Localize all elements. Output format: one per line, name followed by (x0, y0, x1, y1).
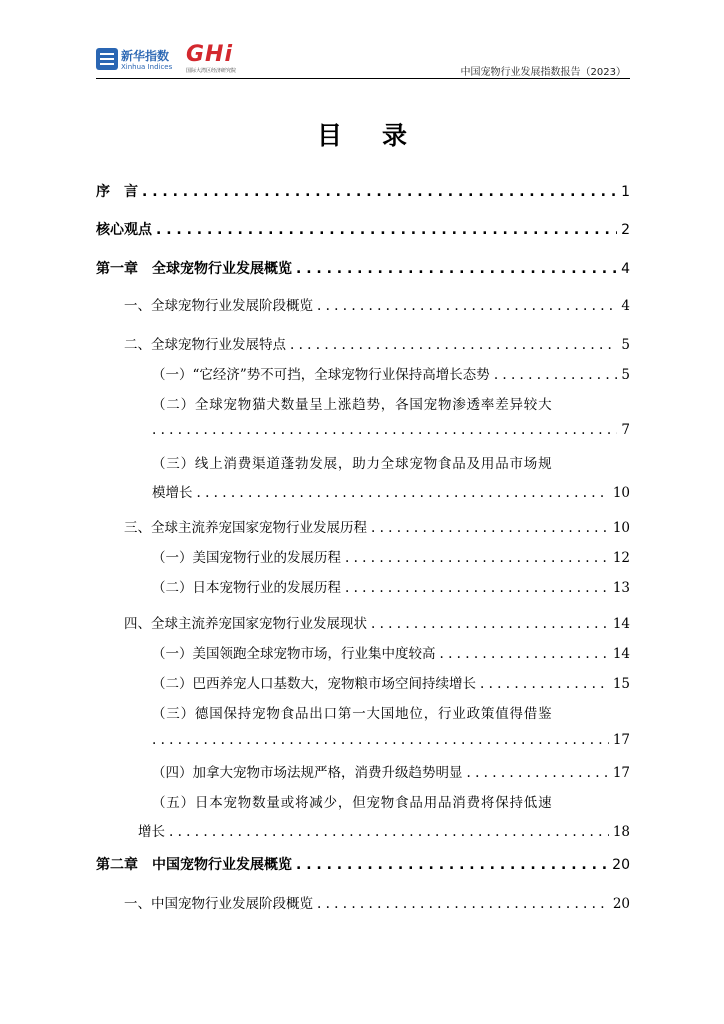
toc-page-number: 10 (612, 520, 630, 536)
toc-entry-text: 四、全球主流养宠国家宠物行业发展现状 (124, 616, 367, 632)
toc-entry-2-1[interactable] (124, 892, 630, 914)
toc-entry-1-4-4[interactable] (152, 761, 630, 783)
toc-leader-dots (440, 646, 609, 662)
toc-entry-1-4-5-line1[interactable]: （五）日本宠物数量或将减少，但宠物食品用品消费将保持低速 (152, 795, 553, 811)
toc-page-number: 7 (621, 422, 630, 438)
toc-entry-1-4-3[interactable] (152, 732, 630, 754)
toc-entry-1-2-2[interactable] (152, 422, 630, 444)
toc-page-number: 20 (612, 896, 630, 912)
toc-leader-dots (197, 485, 609, 501)
toc-entry-1-2-3-line1[interactable]: （三）线上消费渠道蓬勃发展，助力全球宠物食品及用品市场规 (152, 456, 553, 472)
toc-entry-text: （二）巴西养宠人口基数大，宠物粮市场空间持续增长 (152, 676, 476, 692)
toc-entry-text: （二）日本宠物行业的发展历程 (152, 580, 341, 596)
toc-page-number: 18 (612, 824, 630, 840)
toc-page-number: 10 (612, 485, 630, 501)
toc-entry-chapter-1[interactable] (96, 258, 630, 280)
toc-leader-dots (156, 222, 617, 238)
toc-page-number: 14 (612, 616, 630, 632)
toc-leader-dots (345, 550, 609, 566)
toc-leader-dots (371, 520, 609, 536)
toc-entry-chapter-2[interactable] (96, 854, 630, 876)
toc-leader-dots (142, 184, 617, 200)
toc-entry-1-3-1[interactable] (152, 546, 630, 568)
toc-page-number: 15 (612, 676, 630, 692)
toc-entry-1-4-3-line1[interactable]: （三）德国保持宠物食品出口第一大国地位，行业政策值得借鉴 (152, 706, 553, 722)
toc-entry-1-4[interactable] (124, 612, 630, 634)
report-title: 中国宠物行业发展指数报告（2023） (460, 67, 626, 78)
toc-leader-dots (494, 367, 618, 383)
toc-entry-text: 模增长 (152, 485, 193, 501)
toc-entry-1-4-2[interactable] (152, 672, 630, 694)
toc-entry-text: 三、全球主流养宠国家宠物行业发展历程 (124, 520, 367, 536)
toc-leader-dots (152, 732, 609, 748)
toc-page-number: 5 (621, 367, 630, 383)
toc-page-number: 17 (612, 765, 630, 781)
toc-page-number: 13 (612, 580, 630, 596)
toc-entry-text: （一）美国领跑全球宠物市场，行业集中度较高 (152, 646, 436, 662)
ghi-logo (186, 42, 266, 74)
toc-page-number: 14 (612, 646, 630, 662)
xinhua-logo-icon (96, 48, 118, 70)
toc-leader-dots (296, 857, 608, 873)
page-header (96, 44, 630, 78)
toc-leader-dots (317, 298, 617, 314)
toc-page-number: 12 (612, 550, 630, 566)
toc-entry-text: 二、全球宠物行业发展特点 (124, 337, 286, 353)
toc-entry-text: （一）美国宠物行业的发展历程 (152, 550, 341, 566)
toc-page-number: 17 (612, 732, 630, 748)
toc-entry-text: 一、中国宠物行业发展阶段概览 (124, 896, 313, 912)
header-divider (96, 78, 630, 79)
toc-entry-text: （四）加拿大宠物市场法规严格，消费升级趋势明显 (152, 765, 463, 781)
toc-leader-dots (317, 896, 609, 912)
toc-leader-dots (152, 422, 617, 438)
toc-entry-1-2[interactable] (124, 333, 630, 355)
xinhua-logo-en: Xinhua Indices (121, 63, 173, 71)
toc-entry-text: 第一章 全球宠物行业发展概览 (96, 261, 292, 277)
toc-leader-dots (290, 337, 617, 353)
toc-entry-1-2-3[interactable] (152, 481, 630, 503)
toc-page-number: 4 (621, 261, 630, 277)
toc-entry-text: 核心观点 (96, 222, 152, 238)
toc-entry-1-3-2[interactable] (152, 576, 630, 598)
page-title: 目录 (316, 121, 447, 150)
toc-page-number: 2 (621, 222, 630, 238)
toc-entry-text: 一、全球宠物行业发展阶段概览 (124, 298, 313, 314)
toc-entry-1-3[interactable] (124, 516, 630, 538)
toc-entry-text: 增长 (138, 824, 165, 840)
toc-page-number: 4 (621, 298, 630, 314)
toc-entry-core-views[interactable] (96, 219, 630, 241)
toc-page-number: 5 (621, 337, 630, 353)
toc-entry-1-2-1[interactable] (152, 363, 630, 385)
toc-leader-dots (169, 824, 609, 840)
toc-leader-dots (345, 580, 609, 596)
toc-leader-dots (480, 676, 609, 692)
toc-entry-text: （一）“它经济”势不可挡，全球宠物行业保持高增长态势 (152, 367, 490, 383)
toc-entry-preface[interactable] (96, 181, 630, 203)
toc-entry-1-2-2-line1[interactable]: （二）全球宠物猫犬数量呈上涨趋势，各国宠物渗透率差异较大 (152, 397, 553, 413)
toc-entry-1-1[interactable] (124, 294, 630, 316)
toc-page-number: 1 (621, 184, 630, 200)
ghi-logo-sub: 国际大湾区经济研究院 (186, 68, 237, 74)
xinhua-logo-cn: 新华指数 (121, 49, 170, 63)
toc-entry-1-4-5[interactable] (138, 820, 630, 842)
toc-entry-text: 序 言 (96, 184, 138, 200)
toc-page-number: 20 (612, 857, 630, 873)
toc-leader-dots (467, 765, 609, 781)
toc-entry-1-4-1[interactable] (152, 642, 630, 664)
toc-leader-dots (296, 261, 617, 277)
ghi-logo-text: GHi (186, 42, 234, 67)
xinhua-indices-logo (96, 48, 176, 74)
toc-entry-text: 第二章 中国宠物行业发展概览 (96, 857, 292, 873)
toc-leader-dots (371, 616, 609, 632)
